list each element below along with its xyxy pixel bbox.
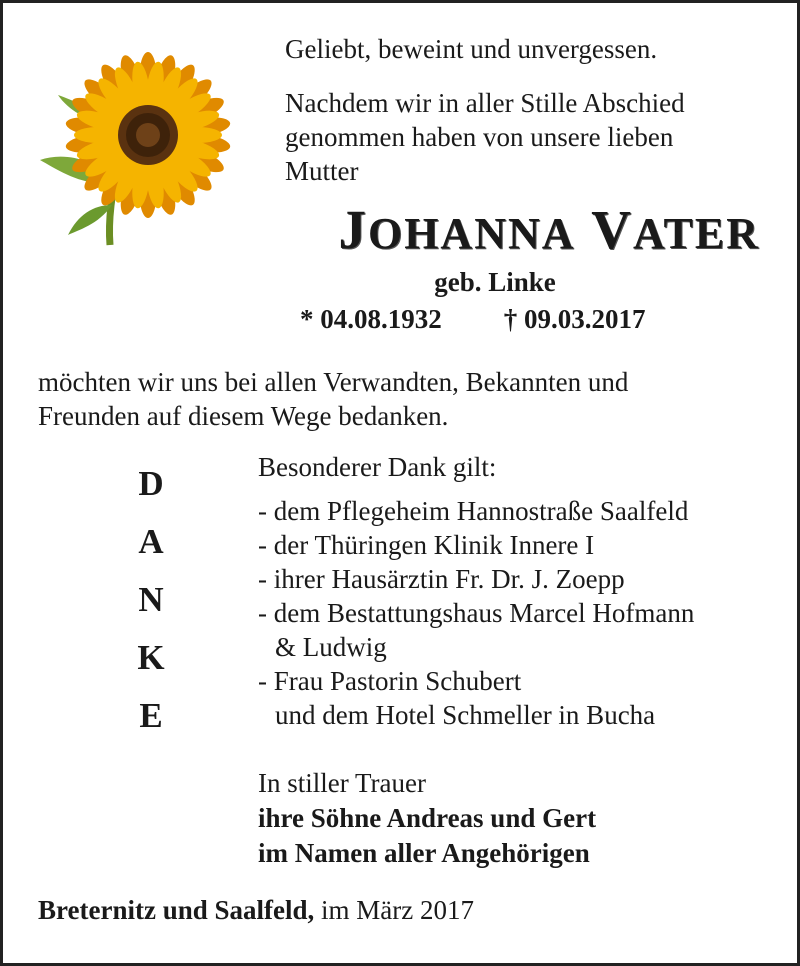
death-date: † 09.03.2017 (503, 304, 646, 334)
intro-text (285, 86, 685, 188)
special-thanks-item: - Frau Pastorin Schubert (258, 666, 522, 696)
intro-line: Mutter (285, 156, 359, 186)
place-date-text: im März 2017 (314, 895, 474, 925)
thanks-text (38, 365, 628, 433)
special-thanks-item: & Ludwig (275, 632, 387, 662)
special-thanks-item: und dem Hotel Schmeller in Bucha (275, 700, 656, 730)
life-dates (300, 301, 646, 337)
name-rest: ATER (633, 209, 760, 258)
intro-line: Nachdem wir in aller Stille Abschied (285, 88, 685, 118)
special-thanks-item: - dem Pflegeheim Hannostraße Saalfeld (258, 496, 689, 526)
danke-letter: N (138, 580, 164, 619)
name-initial: J (338, 199, 368, 260)
place-name: Breternitz und Saalfeld, (38, 895, 315, 925)
mourning-line: In stiller Trauer (258, 768, 426, 798)
mourning-signature (258, 766, 596, 871)
name-rest: OHANNA (367, 209, 576, 258)
deceased-name (0, 198, 800, 266)
danke-letter: A (138, 522, 164, 561)
danke-letter: E (139, 696, 163, 735)
danke-letter: K (137, 638, 165, 677)
place-date (38, 893, 474, 927)
opening-line: Geliebt, beweint und unvergessen. (285, 34, 658, 64)
birth-date: * 04.08.1932 (300, 304, 442, 334)
special-thanks-heading: Besonderer Dank gilt: (258, 452, 497, 482)
danke-letter: D (138, 464, 164, 503)
maiden-name: geb. Linke (434, 267, 556, 297)
name-initial: V (591, 199, 634, 260)
special-thanks-item: - ihrer Hausärztin Fr. Dr. J. Zoepp (258, 564, 625, 594)
mourning-line: im Namen aller Angehörigen (258, 838, 590, 868)
mourning-line: ihre Söhne Andreas und Gert (258, 803, 597, 833)
thanks-line: möchten wir uns bei allen Verwandten, Bekannten und (38, 367, 629, 397)
special-thanks-item: - der Thüringen Klinik Innere I (258, 530, 595, 560)
intro-line: genommen haben von unsere lieben (285, 122, 674, 152)
special-thanks (258, 450, 694, 732)
thanks-line: Freunden auf diesem Wege bedanken. (38, 401, 449, 431)
danke-vertical (126, 455, 176, 745)
special-thanks-item: - dem Bestattungshaus Marcel Hofmann (258, 598, 695, 628)
